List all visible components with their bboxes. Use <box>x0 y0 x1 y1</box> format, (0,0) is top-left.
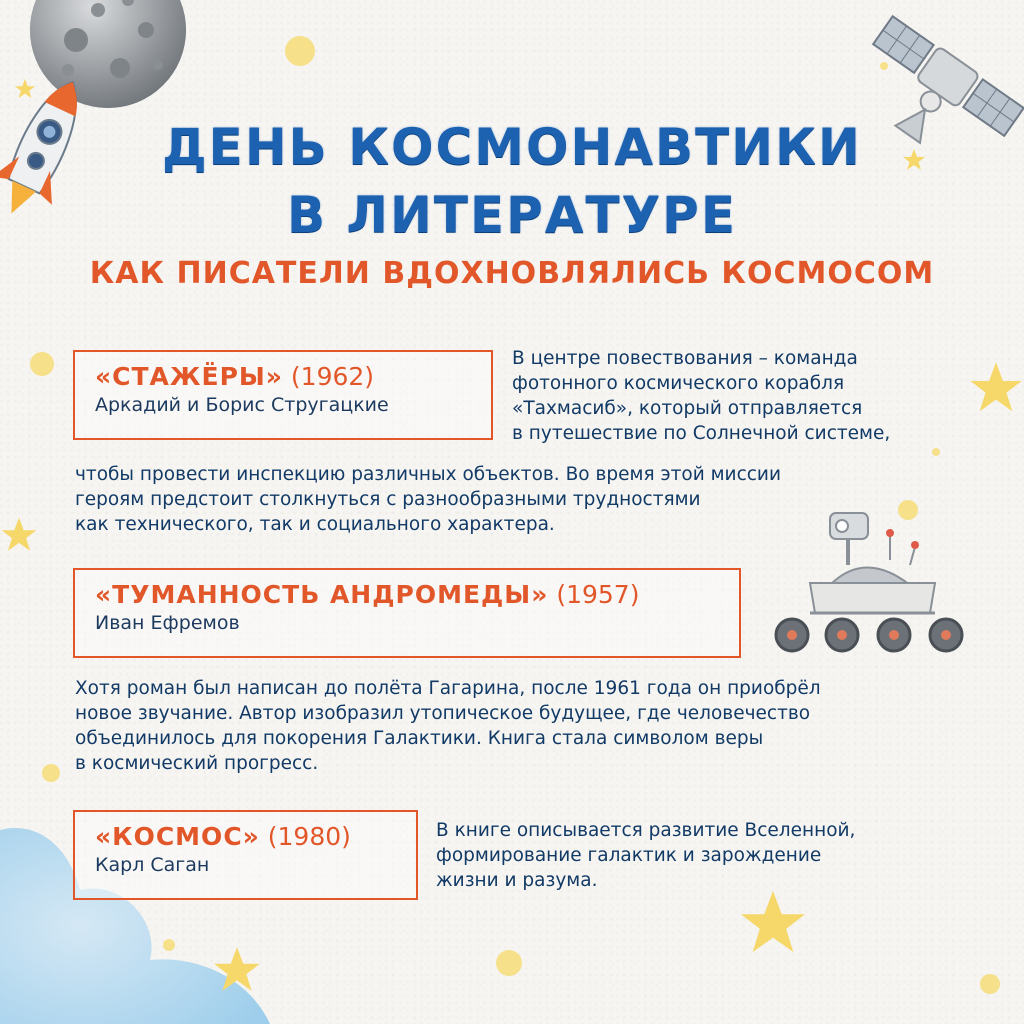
dot-icon <box>40 762 62 784</box>
book-year: (1962) <box>290 362 375 391</box>
dot-icon <box>878 60 890 72</box>
dot-icon <box>28 350 56 378</box>
dot-icon <box>930 446 942 458</box>
dot-icon <box>494 948 524 978</box>
page-title-line-2: В ЛИТЕРАТУРЕ <box>287 186 737 244</box>
rover-illustration <box>770 495 970 665</box>
book-side-description: В центре повествования – команда фотонного космического корабля «Тахмасиб», который отправляется в путешествие по Солнечной системе, <box>512 348 891 444</box>
book-author: Иван Ефремов <box>95 612 240 634</box>
dot-icon <box>896 498 920 522</box>
book-description: чтобы провести инспекцию различных объектов. Во время этой миссии героям предстоит столкнуться с разнообразными трудностями как технического, так и социального характера. <box>75 464 781 535</box>
star-icon <box>0 505 38 565</box>
book-author: Карл Саган <box>95 854 210 876</box>
dot-icon <box>283 34 317 68</box>
book-card-kosmos <box>73 810 418 900</box>
book-title: «КОСМОС» <box>95 822 260 851</box>
dot-icon <box>978 972 1002 996</box>
page-subtitle: КАК ПИСАТЕЛИ ВДОХНОВЛЯЛИСЬ КОСМОСОМ <box>89 256 935 291</box>
star-icon <box>14 78 36 100</box>
book-description: Хотя роман был написан до полёта Гагарина, после 1961 года он приобрёл новое звучание. Автор изобразил утопическое будущее, где человечество объединилось для покорения Галактики. Книга стала символом веры в космический прогресс. <box>75 678 821 774</box>
book-title: «ТУМАННОСТЬ АНДРОМЕДЫ» <box>95 580 549 609</box>
dot-icon <box>162 938 176 952</box>
book-year: (1957) <box>556 580 640 609</box>
book-title: «СТАЖЁРЫ» <box>95 362 283 391</box>
star-icon <box>968 360 1024 416</box>
book-card-stazhery <box>73 350 493 440</box>
page-title-line-1: ДЕНЬ КОСМОНАВТИКИ <box>162 118 862 176</box>
book-year: (1980) <box>267 822 351 851</box>
book-author: Аркадий и Борис Стругацкие <box>95 394 389 416</box>
star-icon <box>212 940 262 1000</box>
book-side-description: В книге описывается развитие Вселенной, формирование галактик и зарождение жизни и разума. <box>436 820 856 891</box>
star-icon <box>738 888 808 958</box>
book-card-andromeda <box>73 568 741 658</box>
